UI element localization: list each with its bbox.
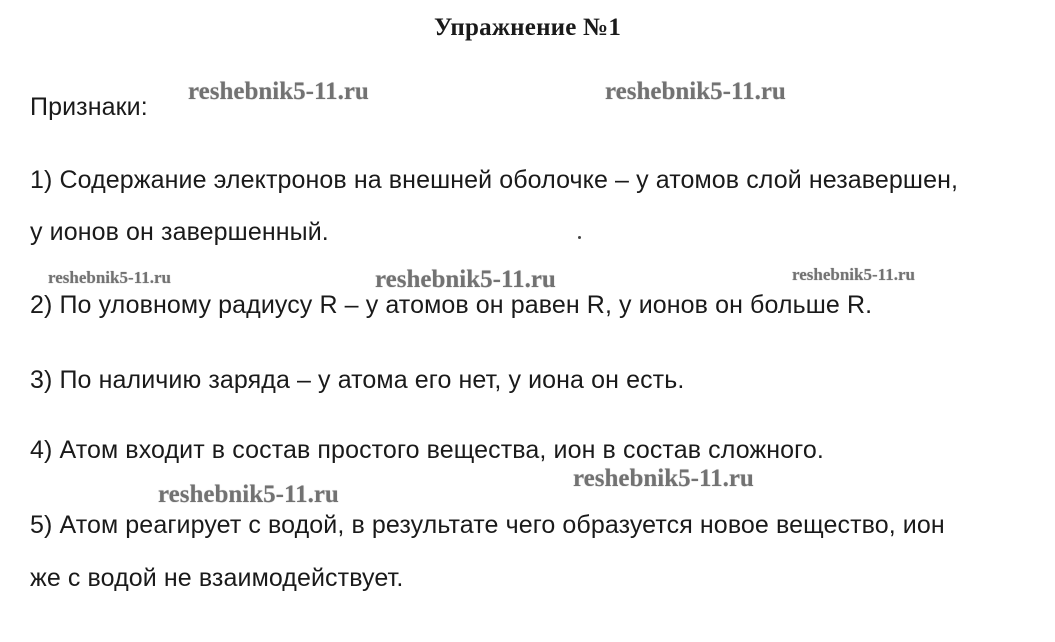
item-2: 2) По уловному радиусу R – у атомов он равен R, у ионов он больше R. <box>30 291 873 319</box>
item-3: 3) По наличию заряда – у атома его нет, у иона он есть. <box>30 366 685 394</box>
signs-heading: Признаки: <box>30 93 148 121</box>
exercise-title: Упражнение №1 <box>433 14 622 41</box>
item-1-line-1: 1) Содержание электронов на внешней оболочке – у атомов слой незавершен, <box>30 166 959 194</box>
watermark: reshebnik5-11.ru <box>605 78 786 105</box>
watermark: reshebnik5-11.ru <box>188 78 369 105</box>
watermark: reshebnik5-11.ru <box>573 465 754 492</box>
stray-dot <box>578 236 581 239</box>
watermark: reshebnik5-11.ru <box>158 481 339 508</box>
watermark: reshebnik5-11.ru <box>792 265 915 284</box>
item-4: 4) Атом входит в состав простого вещества, ион в состав сложного. <box>30 436 824 464</box>
watermark: reshebnik5-11.ru <box>48 268 171 287</box>
watermark: reshebnik5-11.ru <box>375 266 556 293</box>
item-5-line-1: 5) Атом реагирует с водой, в результате чего образуется новое вещество, ион <box>30 511 945 539</box>
item-1-line-2: у ионов он завершенный. <box>30 218 329 246</box>
item-5-line-2: же с водой не взаимодействует. <box>30 564 404 592</box>
